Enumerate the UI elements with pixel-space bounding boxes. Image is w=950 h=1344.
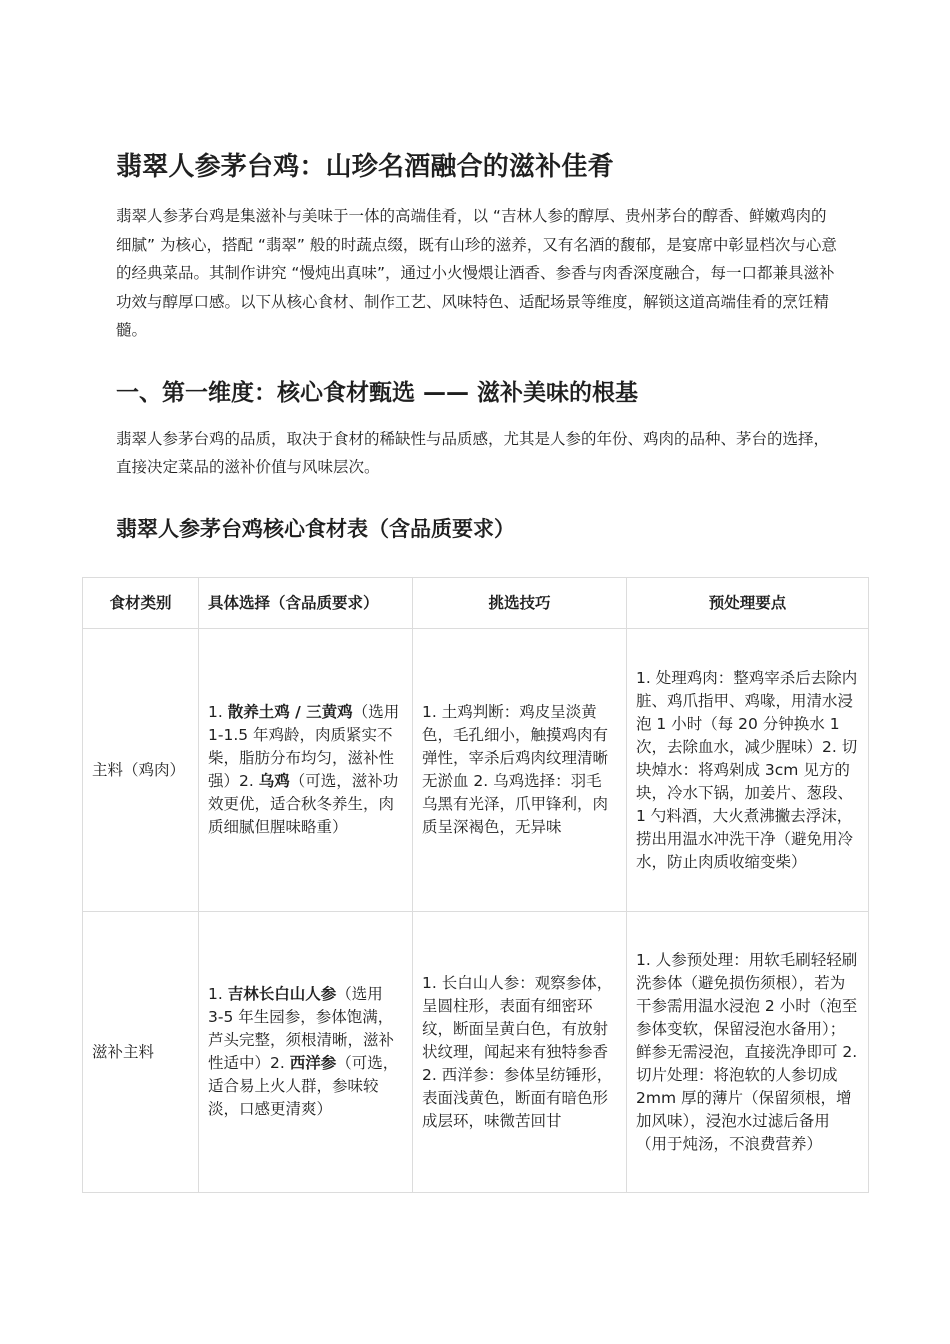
header-cell: 具体选择（含品质要求） — [199, 578, 413, 629]
section-heading: 一、第一维度：核心食材甄选 —— 滋补美味的根基 — [116, 379, 639, 406]
header-cell: 食材类别 — [83, 578, 199, 629]
header-cell: 预处理要点 — [627, 578, 869, 629]
category-cell: 主料（鸡肉） — [83, 629, 199, 912]
tips-cell: 1. 长白山人参：观察参体，呈圆柱形，表面有细密环纹，断面呈黄白色，有放射状纹理，闻起来有独特参香 2. 西洋参：参体呈纺锤形，表面浅黄色，断面有暗色形成层环，味微苦回甘 — [413, 912, 627, 1193]
choice-cell — [199, 629, 413, 912]
ingredients-table — [82, 577, 869, 1193]
choice-cell — [199, 912, 413, 1193]
section-paragraph: 翡翠人参茅台鸡的品质，取决于食材的稀缺性与品质感，尤其是人参的年份、鸡肉的品种、茅台的选择，直接决定菜品的滋补价值与风味层次。 — [116, 429, 830, 476]
table-row — [83, 629, 869, 912]
prep-cell: 1. 处理鸡肉：整鸡宰杀后去除内脏、鸡爪指甲、鸡喙，用清水浸泡 1 小时（每 20 分钟换水 1 次，去除血水，减少腥味）2. 切块焯水：将鸡剁成 3cm 见方的块，冷水下锅，加姜片、葱段、1 勺料酒，大火煮沸撇去浮沫，捞出用温水冲洗干净（避免用冷水，防止肉质收缩变柴） — [627, 629, 869, 912]
choice-text: （选用 3-5 年生园参，参体饱满，芦头完整，须根清晰，滋补性适中）2. — [208, 985, 395, 1072]
choice-text: （可选，滋补功效更优，适合秋冬养生，肉质细腻但腥味略重） — [208, 772, 399, 836]
choice-text: 1. — [208, 703, 228, 721]
choice-highlight: 乌鸡 — [258, 772, 290, 790]
category-cell: 滋补主料 — [83, 912, 199, 1193]
intro-paragraph: 翡翠人参茅台鸡是集滋补与美味于一体的高端佳肴，以 “吉林人参的醇厚、贵州茅台的醇香、鲜嫩鸡肉的细腻” 为核心，搭配 “翡翠” 般的时蔬点缀，既有山珍的滋养，又有名酒的馥郁，是宴席中彰显档次与心意的经典菜品。其制作讲究 “慢炖出真味”，通过小火慢煨让酒香、参香与肉香深度融合，每一口都兼具滋补功效与醇厚口感。以下从核心食材、制作工艺、风味特色、适配场景等维度，解锁这道高端佳肴的烹饪精髓。 — [116, 207, 837, 339]
document-body — [116, 150, 841, 544]
page-title: 翡翠人参茅台鸡：山珍名酒融合的滋补佳肴 — [116, 152, 614, 182]
table-header-row — [83, 578, 869, 629]
header-cell: 挑选技巧 — [413, 578, 627, 629]
choice-highlight: 西洋参 — [289, 1054, 337, 1072]
table-title: 翡翠人参茅台鸡核心食材表（含品质要求） — [116, 516, 515, 541]
choice-text: 1. — [208, 985, 228, 1003]
tips-cell: 1. 土鸡判断：鸡皮呈淡黄色，毛孔细小，触摸鸡肉有弹性，宰杀后鸡肉纹理清晰无淤血 2. 乌鸡选择：羽毛乌黑有光泽，爪甲锋利，肉质呈深褐色，无异味 — [413, 629, 627, 912]
prep-cell: 1. 人参预处理：用软毛刷轻轻刷洗参体（避免损伤须根），若为干参需用温水浸泡 2 小时（泡至参体变软，保留浸泡水备用）；鲜参无需浸泡，直接洗净即可 2. 切片处理：将泡软的人参切成 2mm 厚的薄片（保留须根，增加风味），浸泡水过滤后备用（用于炖汤，不浪费营养） — [627, 912, 869, 1193]
choice-text: （可选，适合易上火人群，参味较淡，口感更清爽） — [208, 1054, 399, 1118]
choice-text: （选用 1-1.5 年鸡龄，肉质紧实不柴，脂肪分布均匀，滋补性强）2. — [208, 703, 400, 790]
choice-highlight: 散养土鸡 / 三黄鸡 — [227, 703, 353, 721]
table-row — [83, 912, 869, 1193]
choice-highlight: 吉林长白山人参 — [227, 985, 337, 1003]
